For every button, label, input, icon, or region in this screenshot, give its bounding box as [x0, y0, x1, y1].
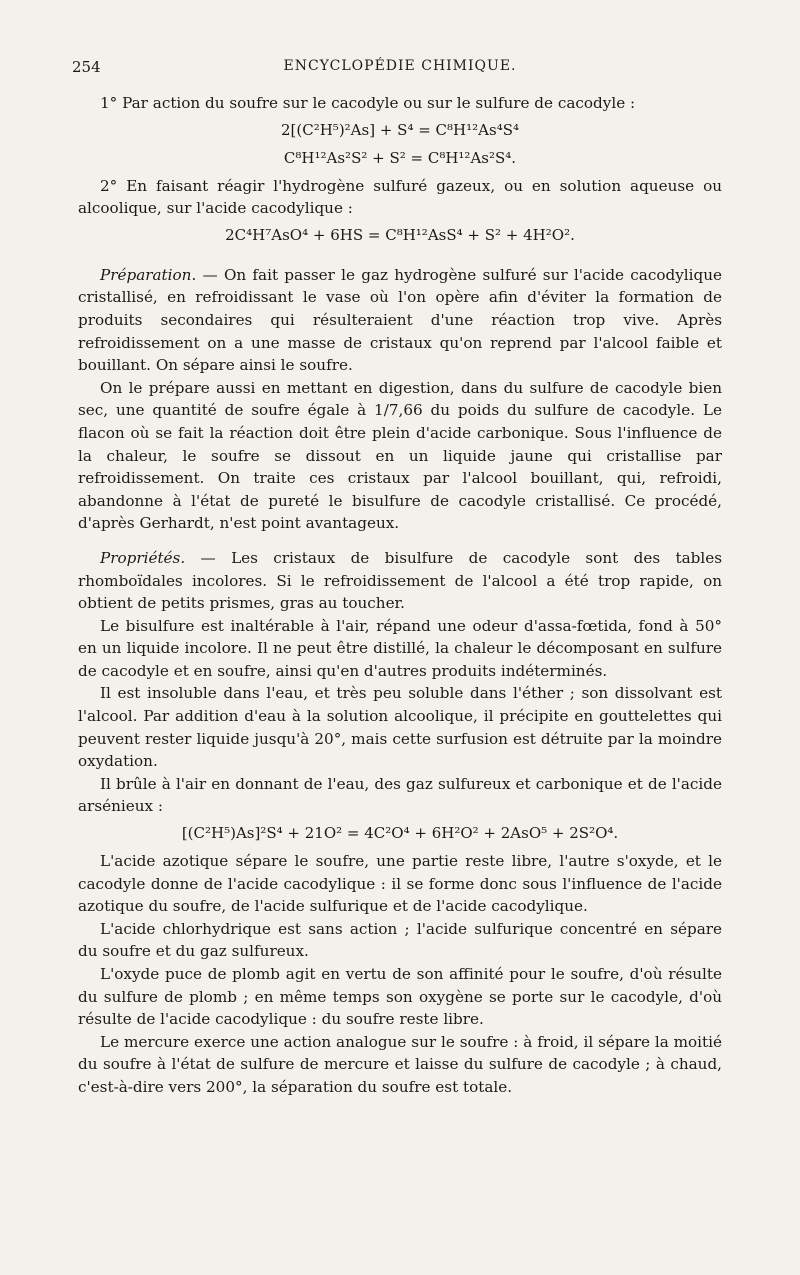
page-number: 254: [72, 58, 101, 76]
paragraph-text: 1° Par action du soufre sur le cacodyle ou sur le sulfure de cacodyle :: [100, 94, 636, 112]
paragraph-text: Le mercure exerce une action analogue sur le soufre : à froid, il sépare la moitié du soufre à l'état de sulfure de mercure et laisse du sulfure de cacodyle ; à chaud, c'est-à-dire vers 200°, la séparation du soufre est totale.: [78, 1032, 722, 1096]
chemical-equation: [78, 147, 722, 169]
equation-text: C⁸H¹²As²S² + S² = C⁸H¹²As²S⁴.: [283, 148, 517, 167]
chemical-equation: [78, 822, 722, 844]
section-label: Propriétés.: [100, 548, 186, 567]
paragraph: [78, 1031, 722, 1099]
paragraph-text: L'acide chlorhydrique est sans action ; l'acide sulfurique concentré en sépare du soufre et du gaz sulfureux.: [78, 919, 722, 961]
page-header: [72, 58, 728, 82]
paragraph: [78, 773, 722, 818]
paragraph-text: L'oxyde puce de plomb agit en vertu de son affinité pour le soufre, d'où résulte du sulfure de plomb ; en même temps son oxygène se porte sur le cacodyle, d'où résulte de l'acide cacodylique : du soufre reste libre.: [78, 965, 722, 1029]
paragraph: [78, 547, 722, 615]
paragraph: [78, 963, 722, 1031]
paragraph: [78, 175, 722, 220]
paragraph-gap: [78, 252, 722, 264]
running-title: ENCYCLOPÉDIE CHIMIQUE.: [283, 58, 517, 74]
page-body: [78, 92, 722, 1099]
equation-text: 2C⁴H⁷AsO⁴ + 6HS = C⁸H¹²AsS⁴ + S² + 4H²O².: [225, 225, 575, 244]
equation-text: [(C²H⁵)As]²S⁴ + 21O² = 4C²O⁴ + 6H²O² + 2AsO⁵ + 2S²O⁴.: [181, 824, 619, 843]
paragraph: [78, 377, 722, 535]
paragraph: [78, 918, 722, 963]
paragraph: [78, 264, 722, 377]
paragraph-text: L'acide azotique sépare le soufre, une partie reste libre, l'autre s'oxyde, et le cacodyle donne de l'acide cacodylique : il se forme donc sous l'influence de l'acide azotique du soufre, de l'acide sulfurique et de l'acide cacodylique.: [78, 852, 722, 916]
paragraph: [78, 615, 722, 683]
paragraph-gap: [78, 535, 722, 547]
paragraph-text: — On fait passer le gaz hydrogène sulfuré sur l'acide cacodylique cristallisé, en refroidissant le vase où l'on opère afin d'éviter la formation de produits secondaires qui résulteraient d'une réaction trop vive. Après refroidissement on a une masse de cristaux qu'on reprend par l'alcool faible et bouillant. On sépare ainsi le soufre.: [78, 265, 722, 375]
chemical-equation: [78, 119, 722, 141]
paragraph: [78, 92, 722, 115]
paragraph-text: Il est insoluble dans l'eau, et très peu soluble dans l'éther ; son dissolvant est l'alcool. Par addition d'eau à la solution alcoolique, il précipite en gouttelettes qui peuvent rester liquide jusqu'à 20°, mais cette surfusion est détruite par la moindre oxydation.: [78, 684, 722, 771]
equation-text: 2[(C²H⁵)²As] + S⁴ = C⁸H¹²As⁴S⁴: [280, 120, 519, 139]
paragraph-text: — Les cristaux de bisulfure de cacodyle sont des tables rhomboïdales incolores. Si le refroidissement de l'alcool a été trop rapide, on obtient de petits prismes, gras au toucher.: [78, 548, 722, 613]
paragraph-text: On le prépare aussi en mettant en digestion, dans du sulfure de cacodyle bien sec, une quantité de soufre égale à 1/7,66 du poids du sulfure de cacodyle. Le flacon où se fait la réaction doit être plein d'acide carbonique. Sous l'influence de la chaleur, le soufre se dissout en un liquide jaune qui cristallise par refroidissement. On traite ces cristaux par l'alcool bouillant, qui, refroidi, abandonne à l'état de pureté le bisulfure de cacodyle cristallisé. Ce procédé, d'après Gerhardt, n'est point avantageux.: [78, 378, 722, 533]
paragraph-text: Le bisulfure est inaltérable à l'air, répand une odeur d'assa-fœtida, fond à 50° en un liquide incolore. Il ne peut être distillé, la chaleur le décomposant en sulfure de cacodyle et en soufre, ainsi qu'en d'autres produits indéterminés.: [78, 616, 722, 680]
paragraph: [78, 850, 722, 918]
chemical-equation: [78, 224, 722, 246]
paragraph-text: Il brûle à l'air en donnant de l'eau, des gaz sulfureux et carbonique et de l'acide arsénieux :: [78, 774, 722, 816]
paragraph-text: 2° En faisant réagir l'hydrogène sulfuré gazeux, ou en solution aqueuse ou alcoolique, sur l'acide cacodylique :: [78, 176, 722, 218]
paragraph: [78, 682, 722, 772]
section-label: Préparation.: [100, 265, 197, 284]
